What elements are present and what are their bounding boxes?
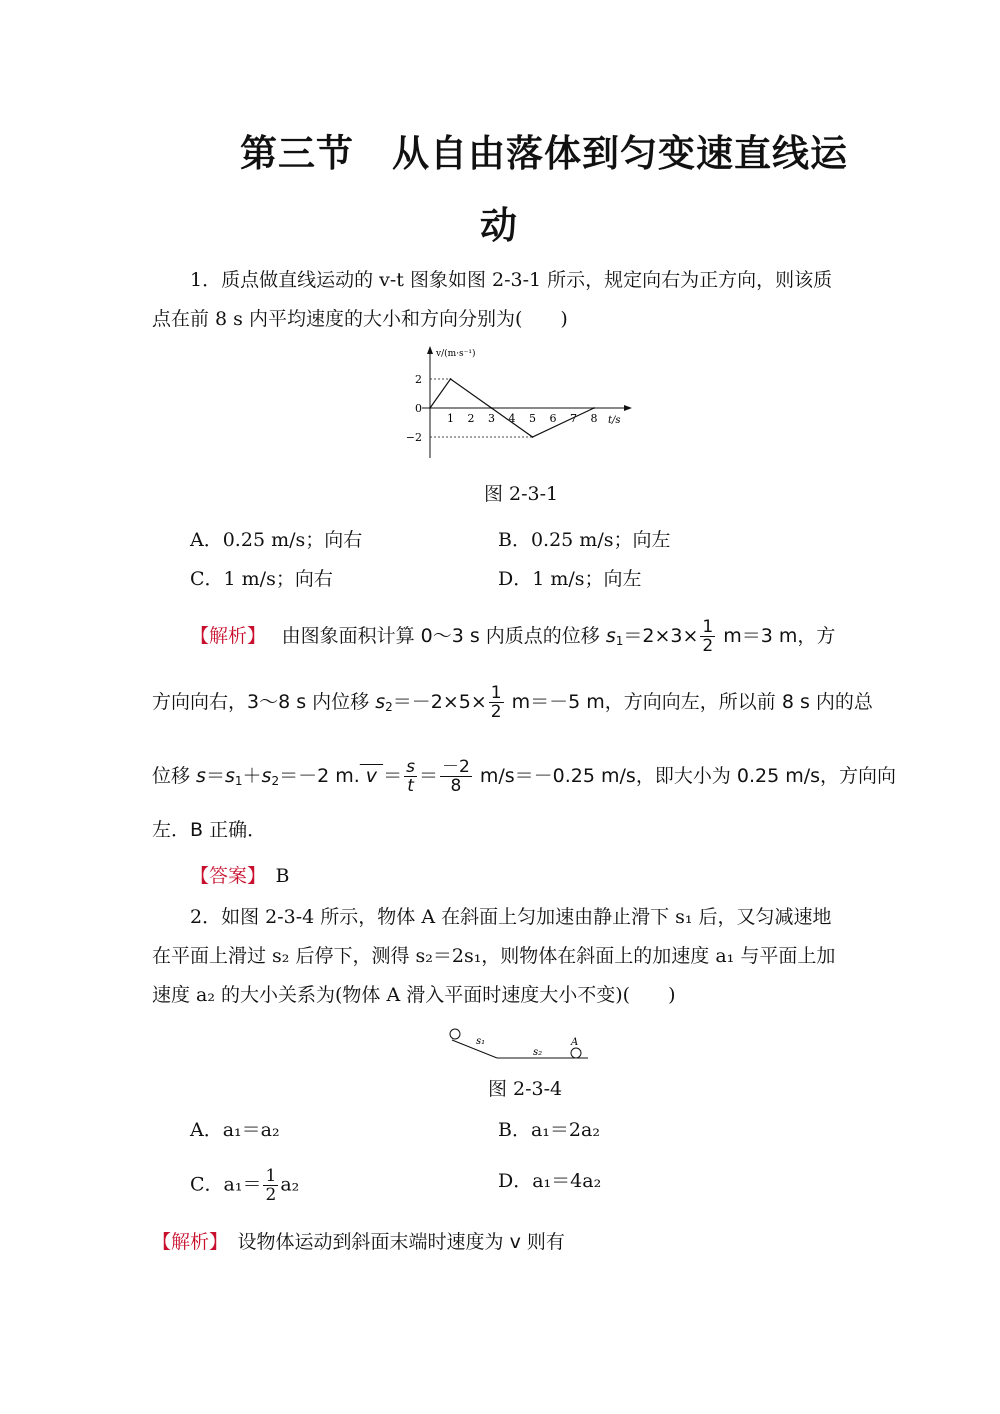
- data-point: [491, 407, 493, 409]
- q2-option-d: D．a₁＝4a₂: [498, 1170, 602, 1192]
- x-axis-arrow-icon: [624, 405, 632, 411]
- analysis-text: 由图象面积计算 0～3 s 内质点的位移: [281, 625, 606, 647]
- y-tick-label: 0: [415, 402, 422, 415]
- answer-value: B: [275, 865, 290, 887]
- analysis-text: 位移: [152, 765, 197, 787]
- fraction: $\frac{1}{2}$: [490, 683, 502, 722]
- q2-stem-line2: 在平面上滑过 s₂ 后停下，测得 s₂＝2s₁，则物体在斜面上的加速度 a₁ 与平面上加: [152, 945, 836, 967]
- q1-analysis-line4: 左．B 正确．: [152, 819, 267, 841]
- vt-chart: [395, 340, 635, 465]
- y-axis-label: v/(m·s⁻¹): [436, 349, 476, 359]
- data-point: [532, 436, 534, 438]
- analysis-text: 设物体运动到斜面末端时速度为 v 则有: [237, 1231, 565, 1253]
- q2-option-c: [190, 1167, 299, 1204]
- q2-option-b: B．a₁＝2a₂: [498, 1119, 600, 1141]
- q1-option-d: D．1 m/s；向左: [498, 568, 642, 590]
- data-point: [429, 407, 431, 409]
- answer-tag: 【答案】: [190, 865, 257, 887]
- x-tick-label: 3: [488, 412, 495, 425]
- q2-figure-caption: 图 2-3-4: [488, 1078, 563, 1100]
- ball-bottom-icon: [571, 1048, 581, 1058]
- q1-answer: [190, 864, 290, 888]
- q2-option-a: A．a₁＝a₂: [190, 1119, 280, 1141]
- incline-figure: [440, 1020, 600, 1065]
- data-point: [593, 407, 595, 409]
- fraction: $\frac{1}{2}$: [702, 617, 714, 656]
- y-tick-label: 2: [415, 373, 422, 386]
- q1-stem-line2: 点在前 8 s 内平均速度的大小和方向分别为( ): [152, 308, 568, 330]
- x-tick-label: 4: [508, 412, 516, 425]
- incline-line: [452, 1040, 497, 1058]
- page-title: 第三节 从自由落体到匀变速直线运: [240, 132, 848, 175]
- q1-option-c: C．1 m/s；向右: [190, 568, 333, 590]
- q1-stem-line1: 1．质点做直线运动的 v-t 图象如图 2-3-1 所示，规定向右为正方向，则该质: [190, 269, 833, 291]
- analysis-text: 方向向右，3～8 s 内位移: [152, 691, 376, 713]
- analysis-tag: 【解析】: [190, 625, 257, 647]
- fraction: $\frac{1}{2}$: [265, 1166, 277, 1205]
- fraction: $\frac{s}{t}$: [406, 757, 415, 796]
- page-title-line2: 动: [480, 204, 518, 247]
- x-tick-label: 2: [467, 412, 475, 425]
- x-tick-label: 7: [570, 412, 577, 425]
- label-s2: s₂: [533, 1047, 543, 1058]
- analysis-text: m/s＝－0.25 m/s，即大小为 0.25 m/s，方向向: [473, 765, 897, 787]
- y-axis-arrow-icon: [427, 346, 433, 354]
- q1-figure-caption: 图 2-3-1: [484, 483, 559, 505]
- q2-stem-line1: 2．如图 2-3-4 所示，物体 A 在斜面上匀加速由静止滑下 s₁ 后，又匀减速地: [190, 906, 832, 928]
- x-tick-label: 6: [549, 412, 557, 425]
- y-tick-label: −2: [405, 431, 422, 444]
- x-tick-label: 5: [529, 412, 536, 425]
- label-a: A: [571, 1037, 579, 1048]
- analysis-text: m＝－5 m，方向向左，所以前 8 s 内的总: [505, 691, 873, 713]
- x-tick-label: 8: [590, 412, 598, 425]
- analysis-text: m＝3 m，方: [717, 625, 836, 647]
- q1-option-b: B．0.25 m/s；向左: [498, 529, 671, 551]
- option-c-suffix: a₂: [280, 1173, 300, 1196]
- fraction: $\frac{-2}{8}$: [441, 757, 470, 796]
- q1-analysis-line3: 位移 $s=s_1+s_2=-2$ m. v ＝ $\frac{s}{t}$ ＝ $\frac{-2}{8}$ m/s＝－0.25 m/s，即大小为 0.25 m/s，方向向: [152, 757, 897, 796]
- q2-analysis: [152, 1230, 565, 1254]
- label-s1: s₁: [476, 1036, 486, 1047]
- q2-stem-line3: 速度 a₂ 的大小关系为(物体 A 滑入平面时速度大小不变)( ): [152, 984, 676, 1006]
- x-axis-label: t/s: [608, 415, 621, 426]
- data-point: [450, 378, 452, 380]
- q1-option-a: A．0.25 m/s；向右: [190, 529, 363, 551]
- q1-analysis-line2: 方向向右，3～8 s 内位移 $s_2=-2\times 5\times$ $\frac{1}{2}$ m＝－5 m，方向向左，所以前 8 s 内的总: [152, 683, 873, 722]
- analysis-tag: 【解析】: [152, 1231, 219, 1253]
- x-tick-label: 1: [447, 412, 454, 425]
- q1-analysis-line1: 【解析】 由图象面积计算 0～3 s 内质点的位移 $s_1=2\times 3\times$ $\frac{1}{2}$ m＝3 m，方: [190, 617, 836, 656]
- option-c-prefix: C．a₁＝: [190, 1173, 262, 1196]
- ball-top-icon: [450, 1029, 460, 1039]
